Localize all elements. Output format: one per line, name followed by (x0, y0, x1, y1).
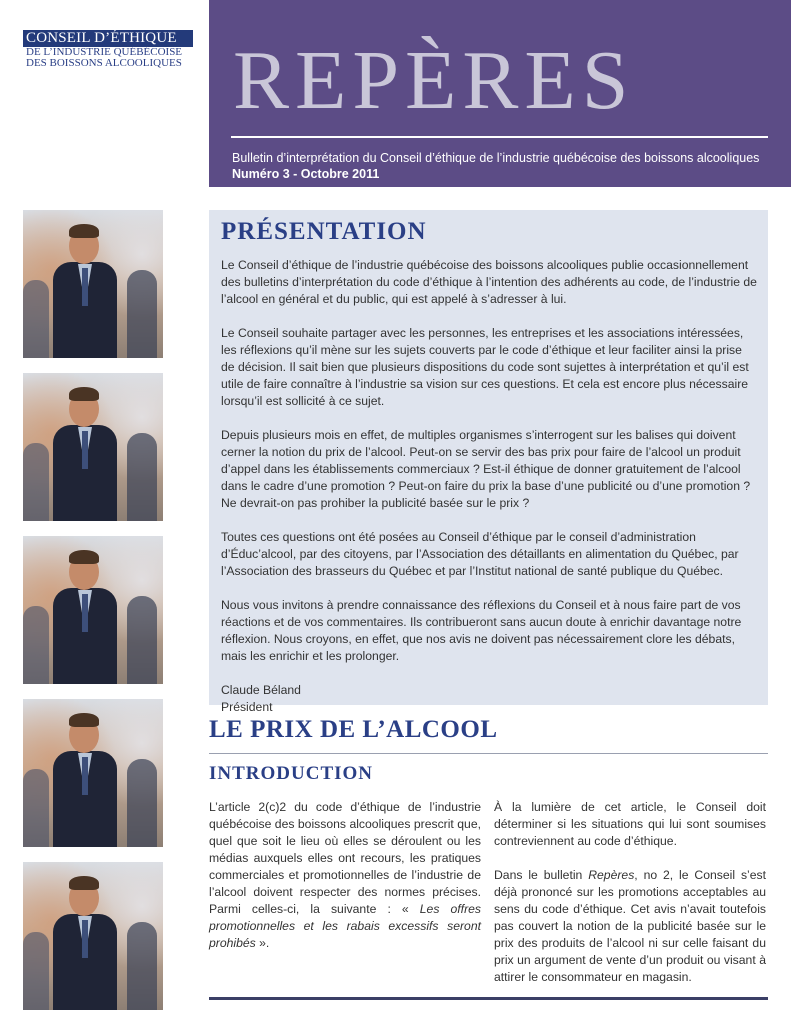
masthead-divider (231, 136, 768, 138)
businessman-photo-1 (23, 210, 163, 358)
paragraph-text: L’article 2(c)2 du code d’éthique de l’industrie québécoise des boissons alcooliques prescrit que, quel que soit le lieu où elles se déroulent ou les médias auxquels elles ont recours, les pratiques commerciales et promotionnelles de l’industrie de l’alcool doivent respecter des normes précises. Parmi celles-ci, la suivante : « (209, 800, 481, 916)
bulletin-name: Repères (588, 868, 635, 882)
logo-line-3: DES BOISSONS ALCOOLIQUES (26, 57, 182, 69)
businessman-photo-5 (23, 862, 163, 1010)
presentation-paragraph: Le Conseil souhaite partager avec les personnes, les entreprises et les associations intéressées, les réflexions qu’il mène sur les sujets couverts par le code d’éthique et leur faciliter ainsi la prise de décision. Il sait bien que plusieurs dispositions du code sont sujettes à interprétation et qu’il est utile de faire connaître à l’industrie sa vision sur ces questions. Et cela est encore plus nécessaire lorsqu’il est sollicité à ce sujet. (221, 326, 749, 408)
code-quote: Les offres promotionnelles et les rabais excessifs seront prohibés (209, 902, 481, 950)
section-heading: LE PRIX DE L’ALCOOL (209, 716, 498, 743)
page-bottom-rule (209, 997, 768, 1000)
publication-subtitle: Bulletin d’interprétation du Conseil d’éthique de l’industrie québécoise des boissons alcooliques (232, 151, 760, 165)
presentation-heading: PRÉSENTATION (221, 218, 427, 245)
presentation-paragraph: Toutes ces questions ont été posées au Conseil d’éthique par le conseil d’administration d’Éduc’alcool, par des citoyens, par l’Association des détaillants en alimentation du Québec, par l’Association des brasseurs du Québec et par l’Institut national de santé publique du Québec. (221, 530, 739, 578)
logo-line-1: CONSEIL D’ÉTHIQUE (23, 30, 193, 47)
presentation-paragraph: Le Conseil d’éthique de l’industrie québécoise des boissons alcooliques publie occasionnellement des bulletins d’interprétation du code d’éthique à l’intention des adhérents au code, de l’industrie de l’alcool en général et du public, qui est appelé à s’adresser à lui. (221, 258, 757, 306)
logo-line-2: DE L’INDUSTRIE QUÉBÉCOISE (26, 46, 183, 58)
subsection-heading: INTRODUCTION (209, 763, 374, 784)
signature-name: Claude Béland (221, 683, 301, 697)
article-paragraph (494, 867, 766, 986)
masthead-banner (209, 0, 791, 187)
article-paragraph (209, 799, 481, 952)
article-column-right (494, 799, 766, 1003)
organization-logo (23, 30, 193, 69)
businessman-photo-2 (23, 373, 163, 521)
article-column-left (209, 799, 481, 969)
presentation-paragraph: Nous vous invitons à prendre connaissance des réflexions du Conseil et à nous faire part de vos réactions et de vos commentaires. Ils contribueront sans aucun doute à enrichir davantage notre réflexion. Nous croyons, en effet, que nos avis ne doivent pas nécessairement clore les débats, mais les enrichir et les prolonger. (221, 598, 742, 663)
issue-number-date: Numéro 3 - Octobre 2011 (232, 167, 380, 181)
paragraph-text: Dans le bulletin (494, 868, 589, 882)
businessman-photo-4 (23, 699, 163, 847)
section-divider (209, 753, 768, 754)
presentation-box (209, 210, 768, 714)
paragraph-text-end: , no 2, le Conseil s’est déjà prononcé sur les promotions acceptables au sens du code d’éthique. Cet avis n’avait toutefois pas couvert la notion de la publicité basée sur le prix des produits de l’alcool ni sur celle faisant du prix un argument de vente d’un produit ou visant à attirer le consommateur en magasin. (494, 868, 767, 984)
presentation-body (221, 257, 757, 716)
article-paragraph: À la lumière de cet article, le Conseil doit déterminer si les situations qui lui sont soumises contreviennent au code d’éthique. (494, 800, 766, 848)
publication-title: REPÈRES (233, 34, 635, 127)
presentation-paragraph: Depuis plusieurs mois en effet, de multiples organismes s’interrogent sur les balises qui doivent cerner la notion du prix de l’alcool. Peut-on se servir des bas prix pour faire de l’alcool un produit d’appel dans les établissements commerciaux ? Est-il éthique de donner gratuitement de l’alcool dans le cadre d’une promotion ? Peut-on faire du prix la base d’une publicité ou d’une promotion ? Ne devrait-on pas prohiber la publicité basée sur le prix ? (221, 428, 751, 510)
businessman-photo-3 (23, 536, 163, 684)
signature-title: Président (221, 700, 273, 714)
paragraph-text-end: ». (255, 936, 270, 950)
